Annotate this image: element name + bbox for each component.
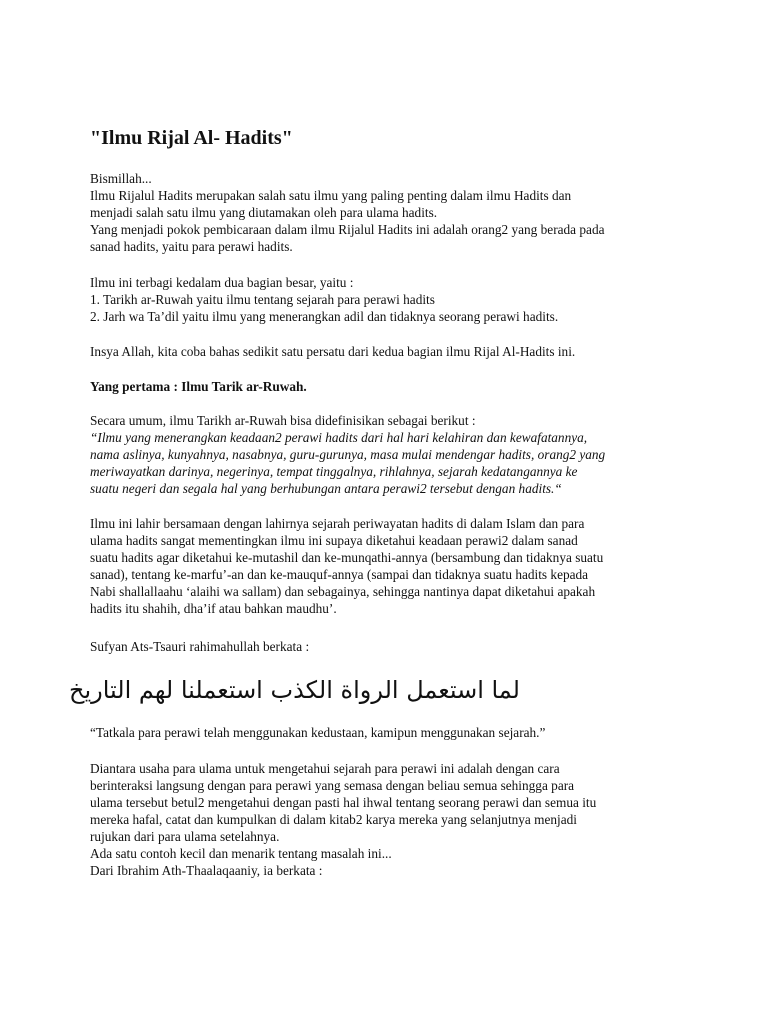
insya-paragraph bbox=[90, 343, 690, 360]
text-line: ulama hadits sangat mementingkan ilmu ini supaya diketahui keadaan perawi2 dalam sanad bbox=[90, 533, 578, 548]
text-line: Insya Allah, kita coba bahas sedikit satu persatu dari kedua bagian ilmu Rijal Al-Hadits ini. bbox=[90, 344, 576, 359]
heading-first: Yang pertama : Ilmu Tarik ar-Ruwah. bbox=[90, 379, 307, 394]
arabic-quote: لما استعمل الرواة الكذب استعملنا لهم التاريخ bbox=[68, 676, 520, 704]
text-line: Ilmu ini terbagi kedalam dua bagian besar, yaitu : bbox=[90, 275, 354, 290]
text-line: Ilmu Rijalul Hadits merupakan salah satu ilmu yang paling penting dalam ilmu Hadits dan bbox=[90, 188, 572, 203]
text-line: Nabi shallallaahu ‘alaihi wa sallam) dan sebagainya, sehingga nantinya dapat diketahui apakah bbox=[90, 584, 596, 599]
text-line: Ada satu contoh kecil dan menarik tentang masalah ini... bbox=[90, 846, 392, 861]
quote-line: suatu negeri dan segala hal yang berhubungan antara perawi2 tersebut dengan hadits.“ bbox=[90, 481, 562, 496]
quote-line: meriwayatkan darinya, negerinya, tempat tinggalnya, rihlahnya, sejarah kedatangannya ke bbox=[90, 464, 578, 479]
text-line: Diantara usaha para ulama untuk mengetahui sejarah para perawi ini adalah dengan cara bbox=[90, 761, 560, 776]
text-line: ulama tersebut betul2 mengetahui dengan pasti hal ihwal tentang seorang perawi dan semua itu bbox=[90, 795, 597, 810]
text-line: Yang menjadi pokok pembicaraan dalam ilmu Rijalul Hadits ini adalah orang2 yang berada pada bbox=[90, 222, 605, 237]
list-item: 1. Tarikh ar-Ruwah yaitu ilmu tentang sejarah para perawi hadits bbox=[90, 292, 435, 307]
definition-quote bbox=[90, 429, 690, 497]
text-line: sanad), tentang ke-marfu’-an dan ke-mauquf-annya (sampai dan tidaknya suatu hadits kepada bbox=[90, 567, 589, 582]
quote-line: nama aslinya, kunyahnya, nasabnya, guru-gurunya, masa mulai mendengar hadits, orang2 yang bbox=[90, 447, 606, 462]
quote-line: “Ilmu yang menerangkan keadaan2 perawi hadits dari hal hari kelahiran dan kewafatannya, bbox=[90, 430, 588, 445]
sufyan-paragraph bbox=[90, 638, 690, 655]
text-line: Dari Ibrahim Ath-Thaalaqaaniy, ia berkata : bbox=[90, 863, 323, 878]
text-line: Sufyan Ats-Tsauri rahimahullah berkata : bbox=[90, 639, 310, 654]
section-heading bbox=[90, 378, 690, 395]
text-line: Ilmu ini lahir bersamaan dengan lahirnya sejarah periwayatan hadits di dalam Islam dan para bbox=[90, 516, 585, 531]
text-line: hadits itu shahih, dha’if atau bahkan maudhu’. bbox=[90, 601, 337, 616]
history-paragraph bbox=[90, 515, 690, 617]
text-line: suatu hadits agar diketahui ke-mutashil dan ke-munqathi-annya (bersambung dan tidaknya suatu bbox=[90, 550, 604, 565]
text-line: Secara umum, ilmu Tarikh ar-Ruwah bisa didefinisikan sebagai berikut : bbox=[90, 413, 476, 428]
text-line: rujukan dari para ulama setelahnya. bbox=[90, 829, 280, 844]
intro-paragraph bbox=[90, 170, 690, 255]
definition-intro-paragraph bbox=[90, 412, 690, 429]
text-line: sanad hadits, yaitu para perawi hadits. bbox=[90, 239, 293, 254]
text-line: mereka hafal, catat dan kumpulkan di dalam kitab2 karya mereka yang selanjutnya menjadi bbox=[90, 812, 577, 827]
list-item: 2. Jarh wa Ta’dil yaitu ilmu yang menerangkan adil dan tidaknya seorang perawi hadits. bbox=[90, 309, 559, 324]
document-title: "Ilmu Rijal Al- Hadits" bbox=[90, 127, 293, 149]
text-line: Bismillah... bbox=[90, 171, 152, 186]
text-line: “Tatkala para perawi telah menggunakan kedustaan, kamipun menggunakan sejarah.” bbox=[90, 725, 546, 740]
division-paragraph bbox=[90, 274, 690, 325]
text-line: berinteraksi langsung dengan para perawi yang semasa dengan beliau semua sehingga para bbox=[90, 778, 575, 793]
translation-paragraph bbox=[90, 724, 690, 741]
efforts-paragraph bbox=[90, 760, 690, 879]
text-line: menjadi salah satu ilmu yang diutamakan oleh para ulama hadits. bbox=[90, 205, 438, 220]
